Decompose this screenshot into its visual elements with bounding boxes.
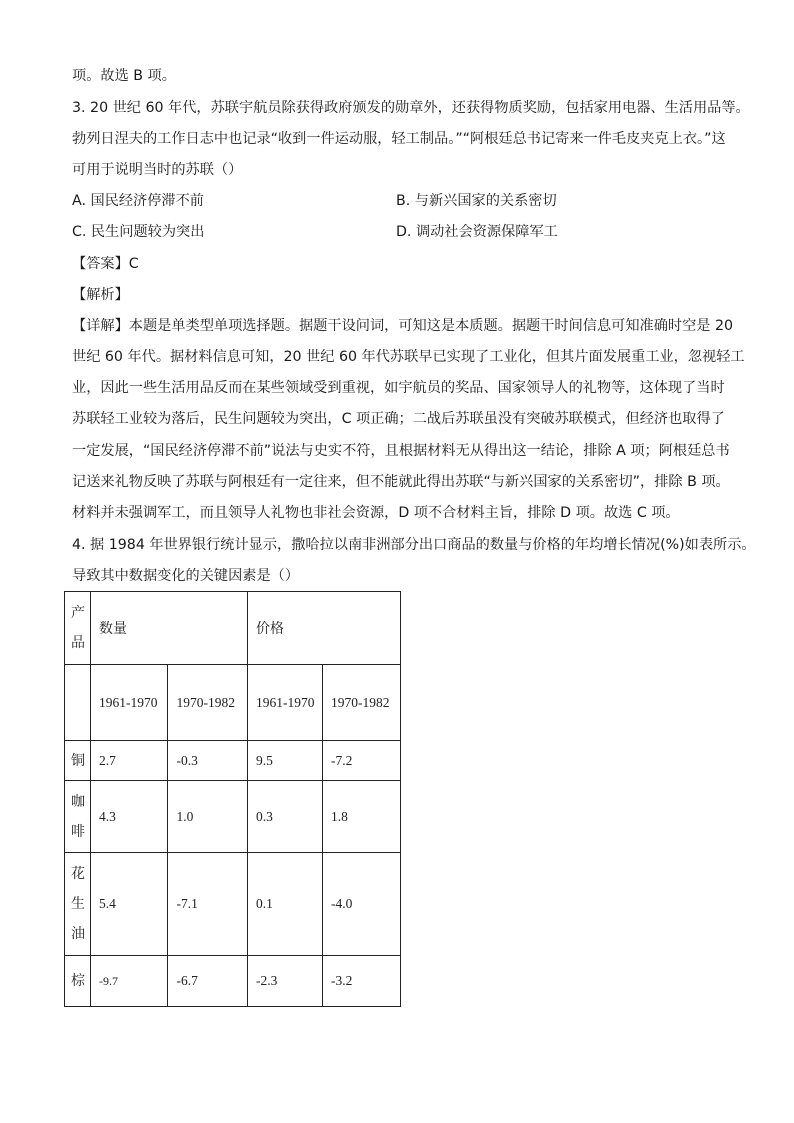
detail-line: 一定发展，“国民经济停滞不前”说法与史实不符，且根据材料无从得出这一结论，排除 A 项；阿根廷总书: [72, 443, 730, 459]
text-line: 导致其中数据变化的关键因素是（）: [72, 568, 300, 584]
value-cell: -6.7: [168, 956, 248, 1007]
period-header: 1961-1970: [91, 665, 168, 741]
product-char: 花: [71, 866, 85, 882]
value-cell: -7.1: [168, 853, 248, 956]
detail-line: 世纪 60 年代。据材料信息可知，20 世纪 60 年代苏联早已实现了工业化，但其片面发展重工业，忽视轻工: [72, 349, 745, 365]
period-header: 1970-1982: [323, 665, 401, 741]
table-row: [65, 956, 401, 1007]
truncated-value: -9.7: [99, 974, 118, 988]
table-header-row: [65, 592, 401, 665]
value-cell: 4.3: [91, 781, 168, 853]
option-d: D. 调动社会资源保障军工: [396, 224, 558, 240]
question-4-stem: 4. 据 1984 年世界银行统计显示，撒哈拉以南非洲部分出口商品的数量与价格的年均增长情况(%)如表所示。: [72, 537, 756, 553]
detail-line: 苏联轻工业较为落后，民生问题较为突出，C 项正确；二战后苏联虽没有突破苏联模式，但经济也取得了: [72, 411, 725, 427]
value-cell: 1.0: [168, 781, 248, 853]
product-char: 咖: [71, 793, 85, 810]
product-cell: [65, 741, 91, 781]
value-cell: [91, 956, 168, 1007]
value-cell: -2.3: [248, 956, 323, 1007]
value-cell: -7.2: [323, 741, 401, 781]
table-row: [65, 741, 401, 781]
value-cell: 9.5: [248, 741, 323, 781]
detail-line: 业，因此一些生活用品反而在某些领域受到重视，如宇航员的奖品、国家领导人的礼物等，这体现了当时: [72, 380, 725, 396]
value-cell: 0.1: [248, 853, 323, 956]
product-char: 生: [71, 896, 85, 912]
option-a: A. 国民经济停滞不前: [72, 193, 204, 209]
text-line: 项。故选 B 项。: [72, 68, 176, 84]
product-cell: [65, 853, 91, 956]
product-char: 油: [71, 926, 85, 942]
detail-line: 【详解】本题是单类型单项选择题。据题干设问词，可知这是本质题。据题干时间信息可知准确时空是 20: [72, 318, 734, 334]
question-3-stem: 3. 20 世纪 60 年代，苏联宇航员除获得政府颁发的勋章外，还获得物质奖励，包括家用电器、生活用品等。: [72, 100, 750, 116]
value-cell: -3.2: [323, 956, 401, 1007]
empty-cell: [65, 665, 91, 741]
period-header: 1961-1970: [248, 665, 323, 741]
text-line: 勃列日涅夫的工作日志中也记录“收到一件运动服，轻工制品。”“阿根廷总书记寄来一件毛皮夹克上衣。”这: [72, 131, 726, 147]
detail-line: 材料并未强调军工，而且领导人礼物也非社会资源，D 项不合材料主旨，排除 D 项。故选 C 项。: [72, 505, 680, 521]
table-period-row: [65, 665, 401, 741]
option-c: C. 民生问题较为突出: [72, 224, 205, 240]
analysis-label: 【解析】: [72, 287, 129, 303]
product-char: 棕: [71, 973, 85, 989]
header-char: 产: [71, 605, 85, 621]
value-cell: 1.8: [323, 781, 401, 853]
quantity-header: 数量: [91, 592, 248, 665]
value-cell: 2.7: [91, 741, 168, 781]
product-char: 啡: [71, 823, 85, 840]
product-char: 铜: [71, 752, 85, 769]
value-cell: -0.3: [168, 741, 248, 781]
product-cell: [65, 781, 91, 853]
table-row: [65, 853, 401, 956]
table-row: [65, 781, 401, 853]
period-header: 1970-1982: [168, 665, 248, 741]
value-cell: -4.0: [323, 853, 401, 956]
value-cell: 0.3: [248, 781, 323, 853]
value-cell: 5.4: [91, 853, 168, 956]
product-cell: [65, 956, 91, 1007]
product-header-cell: [65, 592, 91, 665]
answer-label: 【答案】C: [72, 256, 139, 272]
header-char: 品: [71, 635, 85, 651]
export-growth-table: [64, 591, 401, 1007]
text-line: 可用于说明当时的苏联（）: [72, 162, 243, 178]
option-b: B. 与新兴国家的关系密切: [396, 193, 557, 209]
price-header: 价格: [248, 592, 401, 665]
detail-line: 记送来礼物反映了苏联与阿根廷有一定往来，但不能就此得出苏联“与新兴国家的关系密切”，排除 B 项。: [72, 474, 730, 490]
